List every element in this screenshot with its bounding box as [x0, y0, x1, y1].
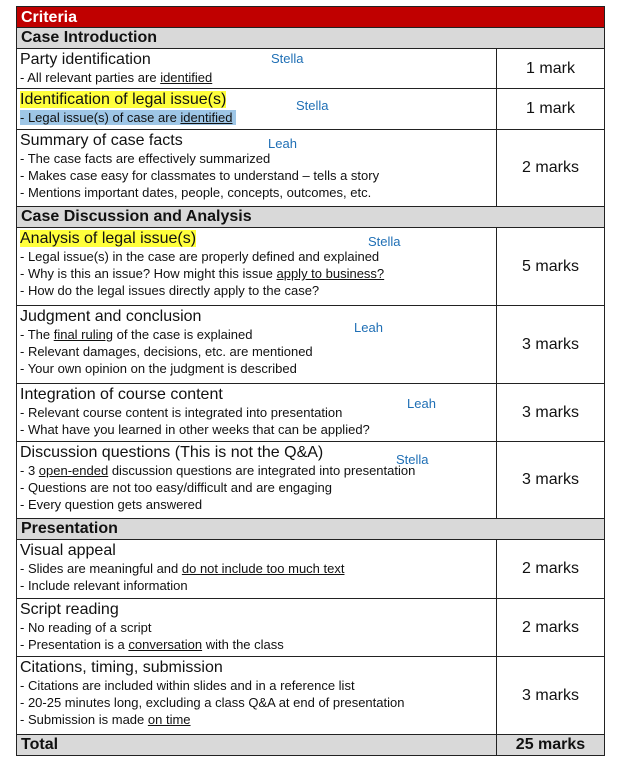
criterion-bullet: - What have you learned in other weeks that can be applied? [20, 422, 370, 437]
criterion-title: Integration of course content [20, 386, 223, 403]
marks-cell: 1 mark [526, 100, 575, 117]
total-row [16, 735, 605, 756]
criterion-bullet: - Every question gets answered [20, 497, 203, 512]
section-title: Case Discussion and Analysis [21, 208, 252, 225]
section-title: Case Introduction [21, 29, 158, 46]
criterion-title: Analysis of legal issue(s) [20, 230, 197, 247]
assignee-comment: Stella [296, 98, 329, 113]
criterion-bullet: - 3 open-ended discussion questions are integrated into presentation [20, 463, 416, 478]
criterion-title: Identification of legal issue(s) [20, 91, 227, 108]
criterion-cell [17, 442, 497, 518]
criteria-header [16, 6, 605, 28]
criterion-bullet: - Legal issue(s) in the case are properly defined and explained [20, 249, 380, 264]
criterion-bullet: - The final ruling of the case is explained [20, 327, 253, 342]
assignee-comment: Stella [368, 234, 401, 249]
row-legal-issue-identification [16, 89, 605, 130]
marks-cell: 2 marks [522, 560, 579, 577]
marks-cell: 2 marks [522, 159, 579, 176]
criterion-cell [17, 130, 497, 206]
marks-cell: 3 marks [522, 471, 579, 488]
row-integration-course-content [16, 384, 605, 442]
criterion-bullet: - Slides are meaningful and do not include too much text [20, 561, 345, 576]
criterion-cell [17, 49, 497, 88]
section-title: Presentation [21, 520, 118, 537]
assignee-comment: Leah [354, 320, 383, 335]
criterion-cell [17, 540, 497, 598]
assignee-comment: Stella [396, 452, 429, 467]
criterion-bullet: - Your own opinion on the judgment is described [20, 361, 297, 376]
row-citations-timing-submission [16, 657, 605, 735]
criterion-bullet: - 20-25 minutes long, excluding a class Q&A at end of presentation [20, 695, 405, 710]
criterion-cell [17, 89, 497, 129]
marks-cell: 3 marks [522, 403, 579, 421]
section-case-introduction [16, 28, 605, 49]
criterion-bullet: - Legal issue(s) of case are identified [20, 109, 493, 126]
row-summary-case-facts [16, 130, 605, 207]
criterion-bullet: - Presentation is a conversation with the class [20, 637, 284, 652]
criterion-title: Summary of case facts [20, 132, 183, 149]
criterion-bullet: - Include relevant information [20, 578, 188, 593]
assignee-comment: Leah [407, 396, 436, 411]
section-case-discussion [16, 207, 605, 228]
criterion-title: Party identification [20, 51, 151, 68]
criterion-bullet: - How do the legal issues directly apply to the case? [20, 283, 320, 298]
criterion-title: Judgment and conclusion [20, 308, 202, 325]
marks-cell: 3 marks [522, 335, 579, 353]
criterion-title: Script reading [20, 601, 119, 618]
row-analysis-legal-issue [16, 228, 605, 306]
criterion-title: Visual appeal [20, 542, 116, 559]
criterion-bullet: - Makes case easy for classmates to understand – tells a story [20, 168, 380, 183]
criterion-cell [17, 228, 497, 305]
criterion-bullet: - Submission is made on time [20, 712, 191, 727]
criterion-bullet: - Relevant damages, decisions, etc. are mentioned [20, 344, 313, 359]
criterion-bullet: - Citations are included within slides and in a reference list [20, 678, 355, 693]
total-marks: 25 marks [515, 736, 586, 753]
marks-cell: 2 marks [522, 618, 579, 636]
criterion-bullet: - Relevant course content is integrated into presentation [20, 405, 343, 420]
row-discussion-questions [16, 442, 605, 519]
criterion-title: Discussion questions (This is not the Q&A) [20, 444, 324, 461]
criterion-bullet: - Mentions important dates, people, concepts, outcomes, etc. [20, 185, 372, 200]
assignee-comment: Leah [268, 136, 297, 151]
marks-cell: 3 marks [522, 686, 579, 704]
criterion-bullet: - All relevant parties are identified [20, 70, 213, 85]
criterion-bullet: - Questions are not too easy/difficult and are engaging [20, 480, 332, 495]
criterion-cell [17, 306, 497, 383]
rubric-table [16, 6, 605, 756]
row-script-reading [16, 599, 605, 657]
marks-cell: 1 mark [526, 59, 575, 77]
criteria-label: Criteria [21, 9, 78, 26]
criterion-cell [17, 599, 497, 656]
criterion-bullet: - No reading of a script [20, 620, 152, 635]
criterion-bullet: - The case facts are effectively summarized [20, 151, 271, 166]
section-presentation [16, 519, 605, 540]
marks-cell: 5 marks [522, 257, 579, 275]
total-label: Total [17, 735, 497, 755]
row-visual-appeal [16, 540, 605, 599]
row-party-identification [16, 49, 605, 89]
row-judgment-conclusion [16, 306, 605, 384]
assignee-comment: Stella [271, 51, 304, 66]
criterion-title: Citations, timing, submission [20, 659, 223, 676]
criterion-cell [17, 384, 497, 441]
criterion-bullet: - Why is this an issue? How might this issue apply to business? [20, 266, 385, 281]
criterion-cell [17, 657, 497, 734]
